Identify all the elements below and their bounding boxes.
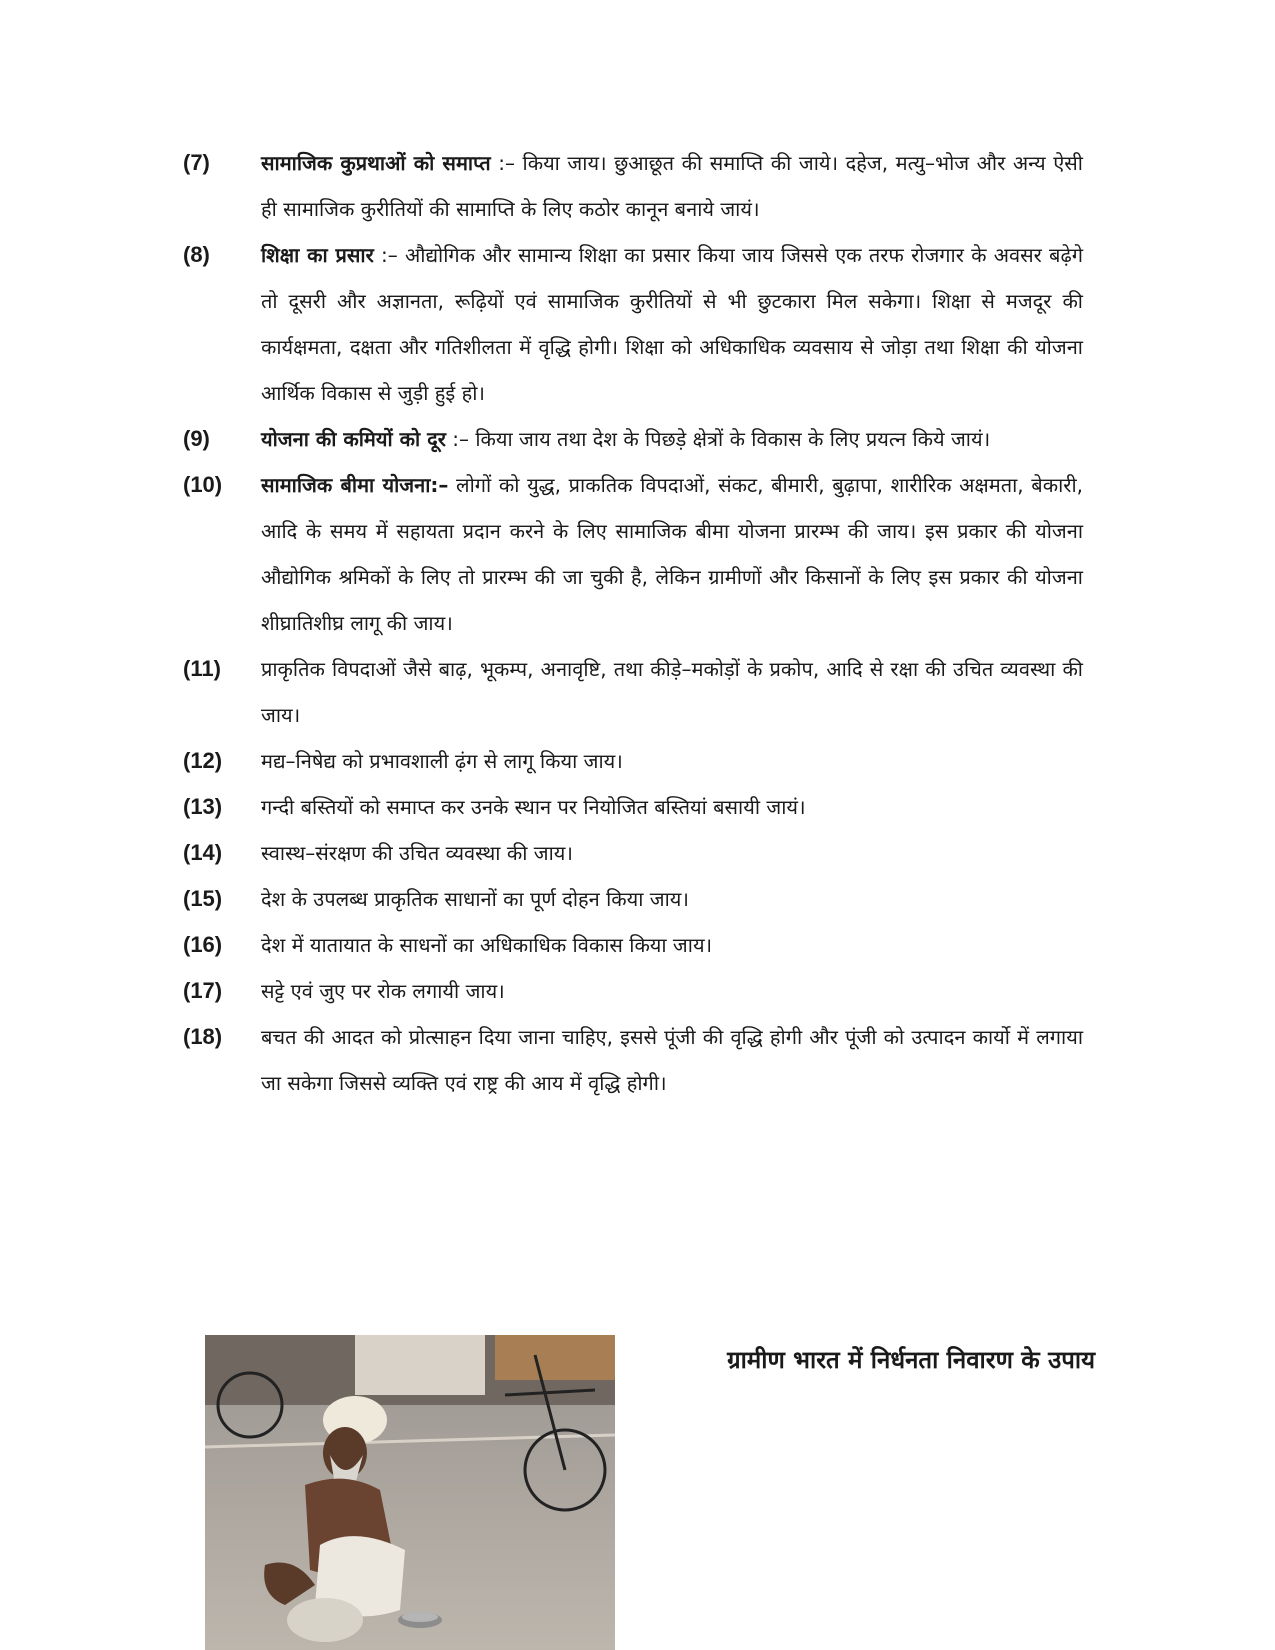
item-number: (10) xyxy=(183,472,223,497)
item-number: (15) xyxy=(183,886,223,911)
item-number: (7) xyxy=(183,150,210,175)
list-item xyxy=(183,830,1083,876)
list-item xyxy=(183,784,1083,830)
list-item xyxy=(183,232,1083,416)
list-item xyxy=(183,1014,1083,1106)
item-text: मद्य–निषेद्य को प्रभावशाली ढ़ंग से लागू किया जाय। xyxy=(261,749,623,773)
item-number: (14) xyxy=(183,840,223,865)
item-number: (18) xyxy=(183,1024,223,1049)
item-text: गन्दी बस्तियों को समाप्त कर उनके स्थान पर नियोजित बस्तियां बसायी जायं। xyxy=(261,795,806,819)
item-heading: शिक्षा का प्रसार xyxy=(261,243,374,267)
list-item xyxy=(183,876,1083,922)
item-number: (9) xyxy=(183,426,210,451)
list-item xyxy=(183,738,1083,784)
item-text: स्वास्थ–संरक्षण की उचित व्यवस्था की जाय। xyxy=(261,841,573,865)
item-heading: योजना की कमियों को दूर xyxy=(261,427,446,451)
street-photo xyxy=(205,1335,615,1650)
item-heading: सामाजिक कुप्रथाओं को समाप्त xyxy=(261,151,491,175)
figure-section xyxy=(205,1335,1095,1650)
item-text: लोगों को युद्ध, प्राकतिक विपदाओं, संकट, बीमारी, बुढ़ापा, शारीरिक अक्षमता, बेकारी, आदि के समय में सहायता प्रदान करने के लिए सामाजिक बीमा योजना प्रारम्भ की जाय। इस प्रकार की योजना औद्योगिक श्रमिकों के लिए तो प्रारम्भ की जा चुकी है, लेकिन ग्रामीणों और किसानों के लिए इस प्रकार की योजना शीघ्रातिशीघ्र लागू की जाय। xyxy=(261,473,1083,635)
item-number: (11) xyxy=(183,656,221,681)
list-item xyxy=(183,462,1083,646)
list-item xyxy=(183,140,1083,232)
item-text: प्राकृतिक विपदाओं जैसे बाढ़, भूकम्प, अनावृष्टि, तथा कीड़े–मकोड़ों के प्रकोप, आदि से रक्षा की उचित व्यवस्था की जाय। xyxy=(261,657,1083,727)
list-item xyxy=(183,646,1083,738)
numbered-list xyxy=(183,140,1083,1106)
item-text: बचत की आदत को प्रोत्साहन दिया जाना चाहिए, इससे पूंजी की वृद्धि होगी और पूंजी को उत्पादन कार्यो में लगाया जा सकेगा जिससे व्यक्ति एवं राष्ट्र की आय में वृद्धि होगी। xyxy=(261,1025,1083,1095)
list-item xyxy=(183,922,1083,968)
photo-illustration xyxy=(205,1335,615,1650)
item-text: देश में यातायात के साधनों का अधिकाधिक विकास किया जाय। xyxy=(261,933,713,957)
item-text: सट्टे एवं जुए पर रोक लगायी जाय। xyxy=(261,979,505,1003)
item-number: (8) xyxy=(183,242,210,267)
item-text: देश के उपलब्ध प्राकृतिक साधानों का पूर्ण दोहन किया जाय। xyxy=(261,887,689,911)
item-text: :– किया जाय। छुआछूत की समाप्ति की जाये। दहेज, मत्यु–भोज और अन्य ऐसी ही सामाजिक कुरीतियों की सामाप्ति के लिए कठोर कानून बनाये जायं। xyxy=(261,151,1083,221)
item-heading: सामाजिक बीमा योजना:– xyxy=(261,473,449,497)
photo-caption: ग्रामीण भारत में निर्धनता निवारण के उपाय xyxy=(727,1346,1095,1374)
item-text: :– औद्योगिक और सामान्य शिक्षा का प्रसार किया जाय जिससे एक तरफ रोजगार के अवसर बढ़ेगे तो दूसरी और अज्ञानता, रूढ़ियों एवं सामाजिक कुरीतियों से भी छुटकारा मिल सकेगा। शिक्षा से मजदूर की कार्यक्षमता, दक्षता और गतिशीलता में वृद्धि होगी। शिक्षा को अधिकाधिक व्यवसाय से जोड़ा तथा शिक्षा की योजना आर्थिक विकास से जुड़ी हुई हो। xyxy=(261,243,1083,405)
item-number: (12) xyxy=(183,748,223,773)
item-number: (13) xyxy=(183,794,223,819)
item-text: :– किया जाय तथा देश के पिछड़े क्षेत्रों के विकास के लिए प्रयत्न किये जायं। xyxy=(445,427,991,451)
list-item xyxy=(183,968,1083,1014)
item-number: (17) xyxy=(183,978,223,1003)
list-item xyxy=(183,416,1083,462)
item-number: (16) xyxy=(183,932,223,957)
